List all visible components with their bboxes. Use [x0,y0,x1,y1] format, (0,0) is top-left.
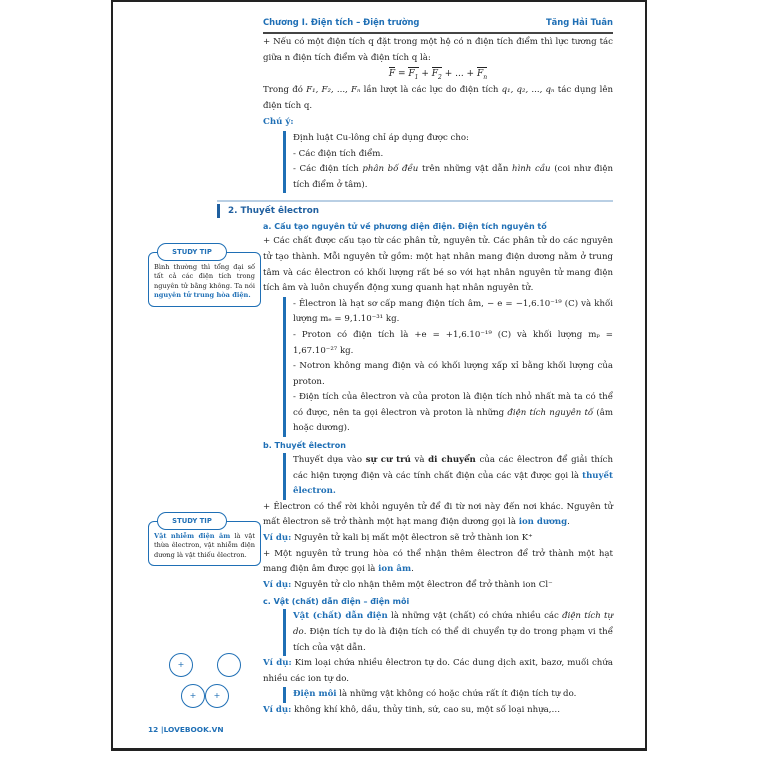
main-column [228,35,614,719]
header-rule [263,32,613,34]
text-span: Trong đó [263,85,307,96]
highlight-term: ion dương [518,517,568,528]
neutral-sphere [217,653,241,677]
example-label: Ví dụ: [263,533,292,544]
example-metal [263,656,613,687]
example-label: Ví dụ: [263,658,292,669]
text-span: (coi như điện tích [293,164,613,190]
publisher-site: LOVEBOOK.VN [163,725,224,734]
subsection-a-p1-4: tích âm và luôn chuyển động xung quanh hạt nhân nguyên tử. [263,283,534,294]
page-footer [148,725,224,734]
italic-term: điện tích tự do [293,611,614,637]
charged-sphere: + [169,653,193,677]
text-span: là vật thừa êlectron, vật nhiễm điện dương là vật thiếu êlectron. [154,532,255,559]
author-name: Tăng Hải Tuân [545,17,613,27]
text-span: - Các điện tích [293,164,363,175]
formula-op: + [418,69,432,80]
text-span: mất êlectron sẽ trở thành một hạt mang điện dương gọi là [263,517,519,528]
text-span: là những vật không có hoặc chứa rất ít điện tích tự do. [336,689,577,700]
highlight-term: thuyết [582,470,613,481]
text-span: của các êlectron để giải thích các [293,455,613,481]
text-span: trên những vật dẫn [418,164,512,175]
subsection-b-title: b. Thuyết êlectron [263,441,346,451]
study-tip-box-2 [148,517,261,566]
page-number: 12 [148,725,159,734]
subsection-c-title: c. Vật (chất) dẫn điện – điện môi [263,597,410,607]
electron-line-1: - Êlectron là hạt sơ cấp mang điện tích âm, − e = −1,6.10⁻¹⁹ (C) và khối [293,298,613,309]
highlight-term: Vật nhiễm điện âm [154,532,231,540]
formula-sub: 2 [438,73,442,81]
theory-block [283,453,613,500]
note-block [283,131,613,193]
note-line-4: điểm ở tâm). [312,179,368,190]
text-span: (âm hoặc [293,407,614,434]
intro-line-2: giữa n điện tích điểm và điện tích q là: [263,52,431,63]
elementary-line-1: - Điện tích của êlectron và của proton là điện tích nhỏ nhất mà ta có thể có [293,392,613,418]
charged-sphere: + [181,684,205,708]
electron-line-2: lượng mₑ = 9,1.10⁻³¹ kg. [293,314,400,325]
note-line-2: - Các điện tích điểm. [293,148,384,159]
formula-eq: = [395,69,409,80]
intro-where-line-2: tích q. [284,100,313,111]
footer-separator: | [158,725,164,734]
text-span: là những vật (chất) có chứa nhiều các [387,611,563,622]
theory-para [293,453,613,500]
text-span: Thuyết dựa vào [293,455,366,466]
highlight-term: nguyên tử trung hòa điện. [154,291,251,300]
proton-line: - Proton có điện tích là +e = +1,6.10⁻¹⁹ (C) và khối lượng mₚ = 1,67.10⁻²⁷ kg. [293,329,613,356]
example-k [263,531,613,547]
dielectric-block [283,687,613,703]
text-span: không khí khô, dầu, thủy tinh, sứ, cao su, một số loại nhựa,… [291,704,561,715]
text-span: Nguyên tử clo nhận thêm một êlectron để trở thành ion Cl⁻ [291,579,553,590]
formula-term: F [389,66,395,83]
formula-sub: 1 [414,73,419,81]
vector-list: F₁, F₂, ..., Fₙ [306,85,361,96]
text-span: Bình thường thì tổng đại số tất cả các điện tích trong nguyên tử bằng không. Ta nói [154,263,255,290]
text-span: . [411,564,414,575]
italic-term: phân bố đều [362,164,419,175]
formula-op: + ... + [441,69,477,80]
conductor-para [293,609,613,656]
ion-pos-para [263,500,613,531]
formula-sub: n [483,73,488,81]
intro-where [263,83,613,114]
note-label: Chú ý: [263,117,294,128]
subsection-a-title: a. Cấu tạo nguyên tử về phương diện điện. Điện tích nguyên tố [263,222,547,232]
example-metal-2: nhiều các ion tự do. [263,673,350,684]
example-label: Ví dụ: [263,579,292,590]
example-metal-1: Kim loại chứa nhiều êlectron tự do. Các dung dịch axit, bazơ, muối chứa [291,658,614,669]
neutron-para [293,359,613,390]
bold-term: di chuyển [428,455,476,466]
ion-neg-line-1: + Một nguyên tử trung hòa có thể nhận thêm êlectron để trở thành một hạt mang [263,548,613,575]
text-span: và [410,455,429,466]
section-header [217,200,613,218]
text-span: . [303,627,307,637]
text-span: tác dụng lên điện [263,85,613,111]
highlight-term: êlectron. [293,486,336,497]
intro-line-1: + Nếu có một điện tích q đặt trong một hệ có n điện tích điểm thì lực tương tác [263,37,613,47]
text-span: được, nên ta gọi êlectron và proton là những [306,407,508,418]
formula-term: F [408,69,415,80]
example-cl [263,578,613,594]
study-tip-text [154,263,255,301]
ion-pos-line-1: + Êlectron có thể rời khỏi nguyên tử để đi từ nơi này đến nơi khác. Nguyên tử [263,501,613,512]
italic-term: hình cầu [511,164,551,175]
electron-para [293,297,613,328]
study-tip-text [154,532,255,560]
highlight-term: ion âm [378,564,412,575]
note-line-3 [293,162,613,193]
section-title: 2. Thuyết êlectron [217,204,613,218]
formula-term: F [476,69,484,80]
example-dielectric [263,703,613,719]
subsection-a-p1-2: tử tạo thành. Mỗi nguyên tử gồm: một hạt nhân mang điện dương nằm ở trung [263,251,613,262]
particle-block [283,297,613,437]
subsection-a-p1-1: + Các chất được cấu tạo từ các phân tử, nguyên tử. Các phân tử do các nguyên [263,236,613,247]
conductor-line-2: Điện tích tự do là điện tích có thể di chuyển tự do trong phạm vi thể tích [293,627,613,653]
elementary-line-3: dương). [316,423,350,434]
neutron-line-2: proton. [293,376,325,387]
text-span: điện âm được gọi là [290,564,379,575]
study-tip-label: STUDY TIP [157,512,227,530]
force-sum-formula [263,66,613,83]
intro-paragraph [263,35,613,66]
bold-term: sự cư trú [365,455,411,466]
subsection-a-p1-3: tâm và các êlectron có khối lượng rất bé so với hạt nhân nguyên tử mang điện [263,267,613,278]
study-tip-box-1 [148,248,261,307]
subsection-a-p1 [263,234,613,296]
example-label: Ví dụ: [263,704,292,715]
neutron-line-1: - Notron không mang điện và có khối lượng xấp xỉ bằng khối lượng của [293,361,613,372]
chapter-title: Chương I. Điện tích – Điện trường [263,17,420,27]
ion-neg-para [263,547,613,578]
highlight-term: Vật (chất) dẫn điện [293,611,388,622]
elementary-para [293,390,613,437]
highlight-term: Điện môi [293,689,337,700]
text-span: . [567,517,570,528]
conductor-line-3: của vật dẫn. [312,642,366,653]
text-span: lần lượt là các lực do điện tích [360,85,502,96]
charge-list: q₁, q₂, ..., qₙ [501,85,555,96]
charged-sphere: + [205,684,229,708]
italic-term: điện tích nguyên tố [507,407,594,418]
text-span: hiện tượng điện và các tính chất điện của các vật được gọi là [310,470,583,481]
dielectric-line [293,687,613,703]
study-tip-label: STUDY TIP [157,243,227,261]
formula-term: F [431,69,439,80]
note-line-1: Định luật Cu-lông chỉ áp dụng được cho: [293,132,469,143]
text-span: Nguyên tử kali bị mất một êlectron sẽ trở thành ion K⁺ [291,533,533,544]
conductor-block [283,609,613,656]
